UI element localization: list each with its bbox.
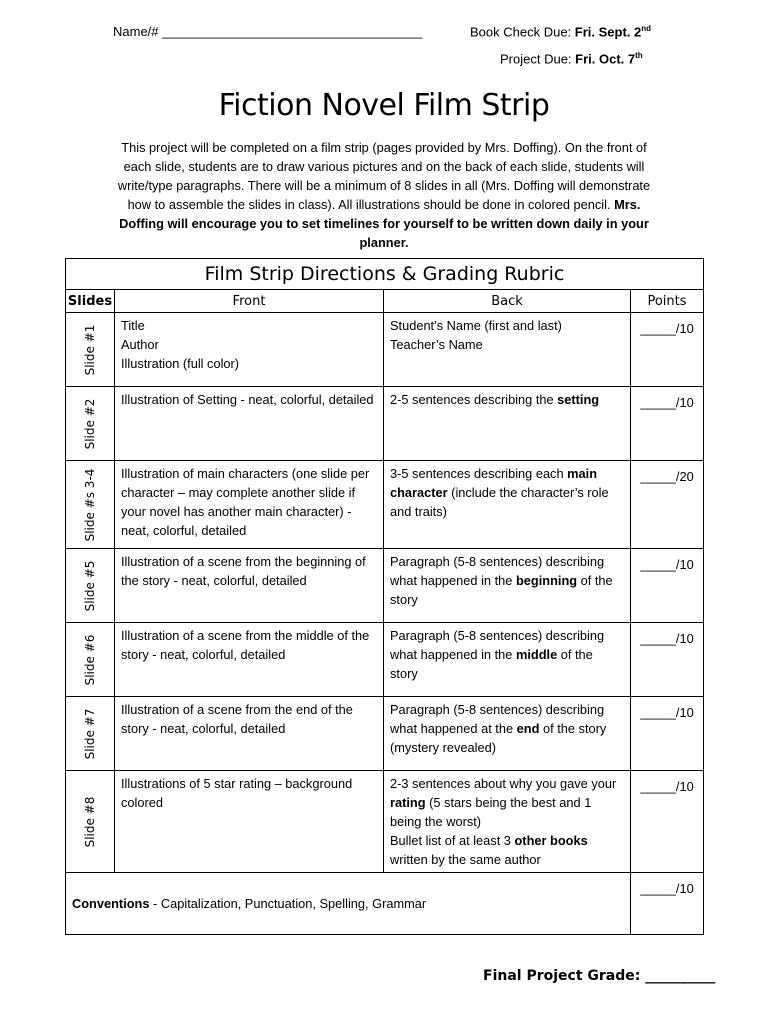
slide-label: Slide #2 [83,398,97,449]
back-text: Bullet list of at least 3 [390,833,515,848]
back-cell [384,697,631,771]
front-cell [115,313,384,387]
back-cell [384,461,631,549]
slide-label-cell [66,549,115,623]
back-cell [384,387,631,461]
back-text-post: written by the same author [390,852,541,867]
points-cell: _____/10 [631,873,704,935]
points-cell: _____/10 [631,697,704,771]
conventions-row [66,873,704,935]
book-check-label: Book Check Due: [470,24,575,40]
slide-label-cell [66,697,115,771]
front-line: Illustration of a scene from the end of the story - neat, colorful, detailed [121,702,353,736]
table-row [66,697,704,771]
intro-bold-text: Mrs. Doffing will encourage you to set timelines for yourself to be written down daily in your planner. [119,197,649,250]
table-row [66,461,704,549]
back-text: Paragraph (5-8 sentences) describing what happened at the [390,702,605,736]
column-header-back: Back [384,290,631,313]
back-text-line2: Teacher’s Name [390,337,483,352]
rubric-caption: Film Strip Directions & Grading Rubric [66,259,704,290]
book-check-sup: nd [641,24,652,33]
project-due-label: Project Due: [500,51,576,67]
front-line: Illustration of a scene from the middle of the story - neat, colorful, detailed [121,628,370,662]
intro-text: This project will be completed on a film strip (pages provided by Mrs. Doffing). On the front of each slide, students are to draw various pictures and on the back of each slide, students will write/type paragraphs. There will be a minimum of 8 slides in all (Mrs. Doffing will demonstrate how to assemble the slides in class). All illustrations should be done in colored pencil. [117,140,651,212]
slide-label: Slide #1 [83,324,97,375]
back-paragraph-2 [390,831,624,869]
column-header-slides: Slides [66,290,115,313]
back-text: Paragraph (5-8 sentences) describing what happened in the [390,554,605,588]
back-bold: setting [557,392,600,407]
slide-label-cell [66,313,115,387]
points-cell: _____/10 [631,623,704,697]
project-due-sup: th [635,51,643,60]
front-line: Illustration (full color) [121,356,240,371]
points-cell: _____/10 [631,313,704,387]
back-paragraph [390,774,624,831]
back-bold: beginning [515,573,578,588]
points-cell: _____/10 [631,549,704,623]
grading-rubric-table [65,258,704,935]
back-cell [384,623,631,697]
front-cell [115,697,384,771]
front-cell [115,623,384,697]
back-bold: middle [515,647,558,662]
slide-label: Slide #7 [83,708,97,759]
front-line: Title [121,318,145,333]
back-text-post: of the story (mystery revealed) [390,721,607,755]
back-text-post: (5 stars being the best and 1 being the worst) [390,795,592,829]
table-row [66,549,704,623]
project-due-date: Fri. Oct. 7 [575,51,636,67]
slide-label-cell [66,461,115,549]
back-text: Paragraph (5-8 sentences) describing what happened in the [390,628,605,662]
column-header-points: Points [631,290,704,313]
front-line: Illustrations of 5 star rating – background colored [121,776,353,810]
slide-label: Slide #5 [83,560,97,611]
back-cell [384,313,631,387]
back-text: 2-5 sentences describing the [390,392,558,407]
table-row [66,623,704,697]
slide-label-cell [66,771,115,873]
project-due [500,51,643,66]
front-cell [115,549,384,623]
slide-label-cell [66,623,115,697]
back-bold: other books [514,833,588,848]
back-cell [384,771,631,873]
back-cell [384,549,631,623]
book-check-date: Fri. Sept. 2 [574,24,642,40]
book-check-due [470,24,651,39]
slide-label: Slide #6 [83,634,97,685]
name-field-label: Name/# ____________________________________ [113,24,423,39]
final-project-grade: Final Project Grade: __________ [483,968,716,984]
table-row [66,387,704,461]
conventions-text: - Capitalization, Punctuation, Spelling, Grammar [149,896,427,911]
front-line: Illustration of Setting - neat, colorful, detailed [121,392,374,407]
table-row [66,313,704,387]
back-bold: main character [390,466,598,500]
front-cell [115,461,384,549]
back-text: 3-5 sentences describing each [390,466,568,481]
front-cell [115,387,384,461]
back-text-post: of the story [390,647,593,681]
conventions-cell [66,873,631,935]
points-cell: _____/20 [631,461,704,549]
slide-label-cell [66,387,115,461]
back-text-post: (include the character’s role and traits) [390,485,609,519]
front-cell [115,771,384,873]
points-cell: _____/10 [631,387,704,461]
back-bold: end [516,721,540,736]
table-row [66,771,704,873]
back-text: 2-3 sentences about why you gave your [390,776,617,791]
intro-paragraph [108,138,660,252]
back-text: Student’s Name (first and last) [390,318,562,333]
front-line: Author [121,337,159,352]
back-text-post: of the story [390,573,613,607]
column-header-front: Front [115,290,384,313]
points-cell: _____/10 [631,771,704,873]
page-title: Fiction Novel Film Strip [218,88,550,123]
back-bold: rating [390,795,426,810]
front-line: Illustration of main characters (one slide per character – may complete another slide if your novel has another main character) - neat, colorful, detailed [121,466,370,538]
slide-label: Slide #s 3-4 [83,468,97,541]
front-line: Illustration of a scene from the beginning of the story - neat, colorful, detailed [121,554,366,588]
slide-label: Slide #8 [83,796,97,847]
conventions-bold: Conventions [72,896,150,911]
